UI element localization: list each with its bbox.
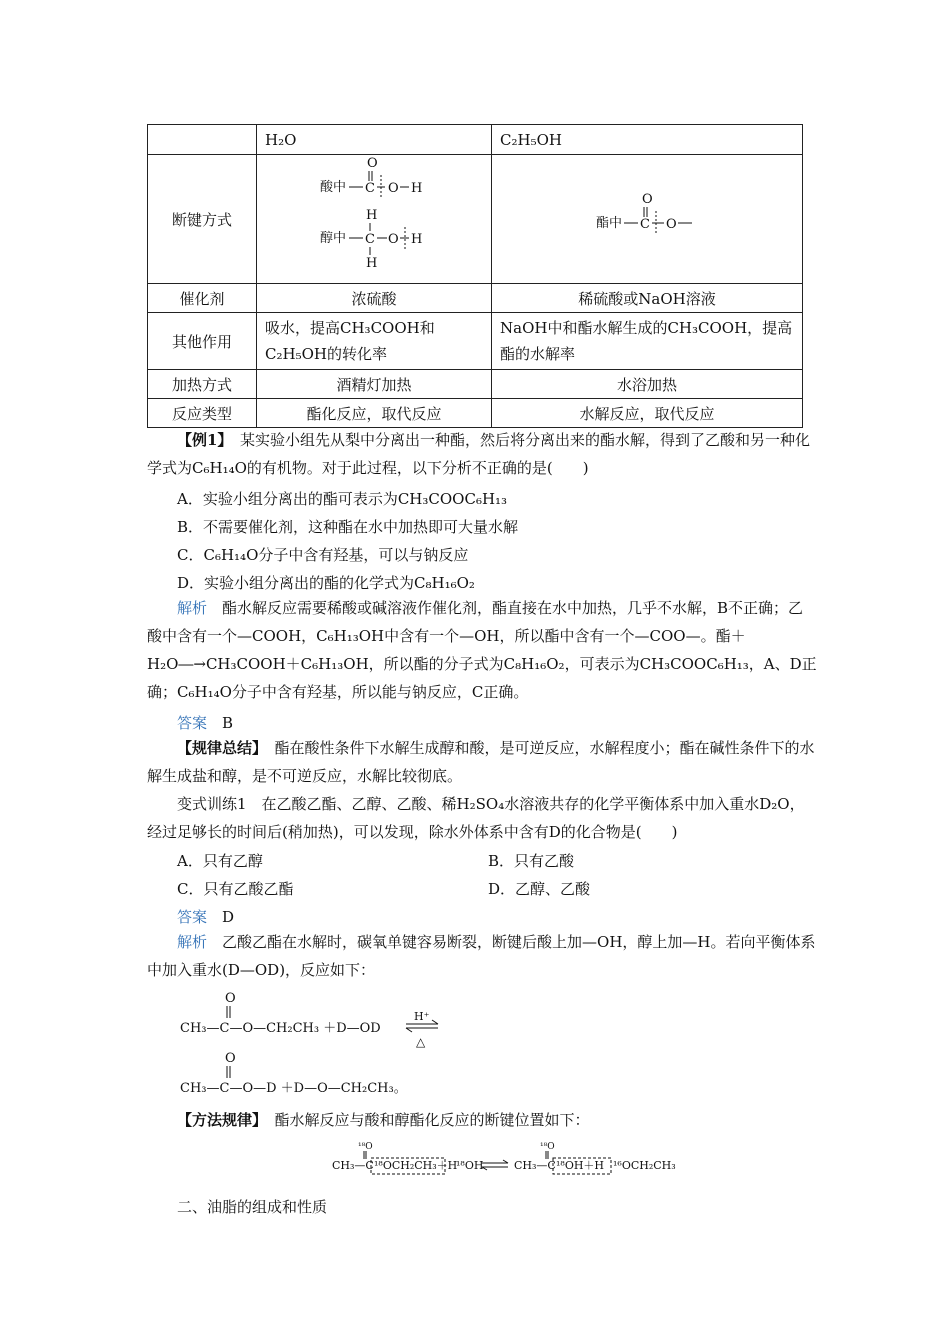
- ester-o-atom: O: [666, 217, 677, 232]
- variant1-question: 变式训练1 在乙酸乙酯、乙醇、乙酸、稀H₂SO₄水溶液共存的化学平衡体系中加入重水D₂O，经过足够长的时间后(稍加热)，可以发现，除水外体系中含有D的化合物是( ): [147, 795, 805, 841]
- table-cell: 酒精灯加热: [257, 370, 492, 399]
- analysis-text: 酯水解反应需要稀酸或碱溶液作催化剂，酯直接在水中加热，几乎不水解，B不正确；乙酸中含有一个—COOH，C₆H₁₃OH中含有一个—OH，所以酯中含有一个—COO—。酯＋H₂O―→CH₃COOH＋C₆H₁₃OH，所以酯的分子式为C₈H₁₆O₂，可表示为CH₃COOC₆H₁₃，A、D正确；C₆H₁₄O分子中含有羟基，所以能与钠反应，C正确。: [147, 599, 817, 701]
- table-row: [148, 125, 803, 155]
- bond-diagram-hydrolysis: [492, 155, 803, 284]
- ester-bond-cleavage-equation: [330, 1138, 690, 1180]
- example-question-text: 某实验小组先从梨中分离出一种酯，然后将分离出来的酯水解，得到了乙酸和另一种化学式为C₆H₁₄O的有机物。对于此过程，以下分析不正确的是( ): [147, 431, 810, 477]
- eq1-catalyst: H⁺: [414, 1010, 430, 1023]
- ester-o-top: O: [642, 192, 653, 207]
- option-d: D．实验小组分离出的酯的化学式为C₈H₁₆O₂: [177, 574, 475, 592]
- alcohol-h-bottom: H: [366, 256, 378, 271]
- table-row: [148, 313, 803, 370]
- variant-option-b: B．只有乙酸: [488, 852, 575, 870]
- answer-label: 答案: [177, 714, 208, 732]
- eq2-right: CH₃—C: [514, 1159, 556, 1172]
- ester-label: 酯中: [596, 216, 623, 231]
- variant-option-c: C．只有乙酸乙酯: [177, 880, 294, 898]
- table-cell: 水解反应，取代反应: [492, 399, 803, 428]
- acid-o-atom: O: [367, 156, 378, 171]
- table-cell: 断键方式: [148, 155, 257, 284]
- table-cell: 稀硫酸或NaOH溶液: [492, 284, 803, 313]
- acid-c-atom: C: [365, 181, 375, 196]
- option-c: C．C₆H₁₄O分子中含有羟基，可以与钠反应: [177, 546, 469, 564]
- acid-h-atom: H: [411, 181, 423, 196]
- variant-option-d: D．乙醇、乙酸: [488, 880, 591, 898]
- table-cell: 加热方式: [148, 370, 257, 399]
- rule-summary-text: 酯在酸性条件下水解生成醇和酸，是可逆反应，水解程度小；酯在碱性条件下的水解生成盐和醇，是不可逆反应，水解比较彻底。: [147, 739, 815, 785]
- acid-o2-atom: O: [388, 181, 399, 196]
- table-cell: 催化剂: [148, 284, 257, 313]
- table-row: [148, 284, 803, 313]
- eq2-left-oh: ¹⁸OH: [456, 1159, 484, 1172]
- eq2-left: CH₃—C: [332, 1159, 374, 1172]
- ester-c-atom: C: [640, 217, 650, 232]
- variant-answer-value: D: [222, 908, 235, 926]
- table-cell: H₂O: [257, 125, 492, 155]
- eq1-o-top2: O: [225, 1051, 236, 1066]
- eq2-left-rest: ¹⁸OCH₂CH₃＋H: [374, 1159, 458, 1172]
- example-tag: 【例1】: [177, 431, 225, 449]
- method-rule-text: 酯水解反应与酸和醇酯化反应的断键位置如下：: [274, 1111, 590, 1129]
- method-rule-tag: 【方法规律】: [177, 1111, 260, 1129]
- comparison-table: [147, 124, 803, 428]
- table-cell: 其他作用: [148, 313, 257, 370]
- variant1-analysis: [147, 928, 817, 984]
- alcohol-o-atom: O: [388, 232, 399, 247]
- table-cell: [148, 125, 257, 155]
- variant-analysis-text: 乙酸乙酯在水解时，碳氧单键容易断裂，断键后酸上加—OH，醇上加—H。若向平衡体系中加入重水(D—OD)，反应如下：: [147, 933, 816, 979]
- bond-structure-svg: [257, 155, 491, 279]
- table-cell: 酯化反应，取代反应: [257, 399, 492, 428]
- rule-summary: [147, 734, 817, 790]
- eq2-right-rest: ¹⁸OH＋H: [556, 1159, 605, 1172]
- answer-value: B: [222, 714, 234, 732]
- table-cell: 吸水，提高CH₃COOH和C₂H₅OH的转化率: [257, 313, 492, 370]
- alcohol-h-top: H: [366, 208, 378, 223]
- alcohol-c-atom: C: [365, 232, 375, 247]
- table-cell: NaOH中和酯水解生成的CH₃COOH，提高酯的水解率: [492, 313, 803, 370]
- table-cell: C₂H₅OH: [492, 125, 803, 155]
- hydrolysis-equation: [178, 988, 478, 1100]
- option-a: A．实验小组分离出的酯可表示为CH₃COOC₆H₁₃: [177, 490, 508, 508]
- variant1-answer: [177, 906, 234, 927]
- table-row: [148, 399, 803, 428]
- section-title: 二、油脂的组成和性质: [177, 1198, 328, 1216]
- example1-analysis: [147, 594, 817, 706]
- acid-label: 酸中: [320, 180, 347, 195]
- method-rule: [147, 1106, 817, 1134]
- eq2-right-end: ¹⁶OCH₂CH₃: [613, 1159, 676, 1172]
- table-cell: 浓硫酸: [257, 284, 492, 313]
- eq1-o-top: O: [225, 991, 236, 1006]
- ester-structure-svg: [492, 155, 802, 279]
- variant-option-a: A．只有乙醇: [177, 852, 263, 870]
- table-cell: 水浴加热: [492, 370, 803, 399]
- eq1-line1: CH₃—C—O—CH₂CH₃ ＋D—OD: [180, 1021, 381, 1036]
- eq1-line2: CH₃—C—O—D ＋D—O—CH₂CH₃。: [180, 1081, 407, 1096]
- example1-question: [147, 426, 817, 482]
- analysis-label: 解析: [177, 599, 208, 617]
- table-row: [148, 155, 803, 284]
- eq2-o18-right: ¹⁸O: [540, 1142, 555, 1152]
- alcohol-h-atom: H: [411, 232, 423, 247]
- variant-analysis-label: 解析: [177, 933, 208, 951]
- example1-answer: [177, 712, 233, 733]
- rule-summary-tag: 【规律总结】: [177, 739, 260, 757]
- variant-answer-label: 答案: [177, 908, 208, 926]
- table-row: [148, 370, 803, 399]
- eq1-heat: △: [416, 1035, 426, 1049]
- bond-diagram-esterification: [257, 155, 492, 284]
- table-cell: 反应类型: [148, 399, 257, 428]
- option-b: B．不需要催化剂，这种酯在水中加热即可大量水解: [177, 518, 519, 536]
- eq2-o18-left: ¹⁸O: [358, 1142, 373, 1152]
- alcohol-label: 醇中: [320, 231, 347, 246]
